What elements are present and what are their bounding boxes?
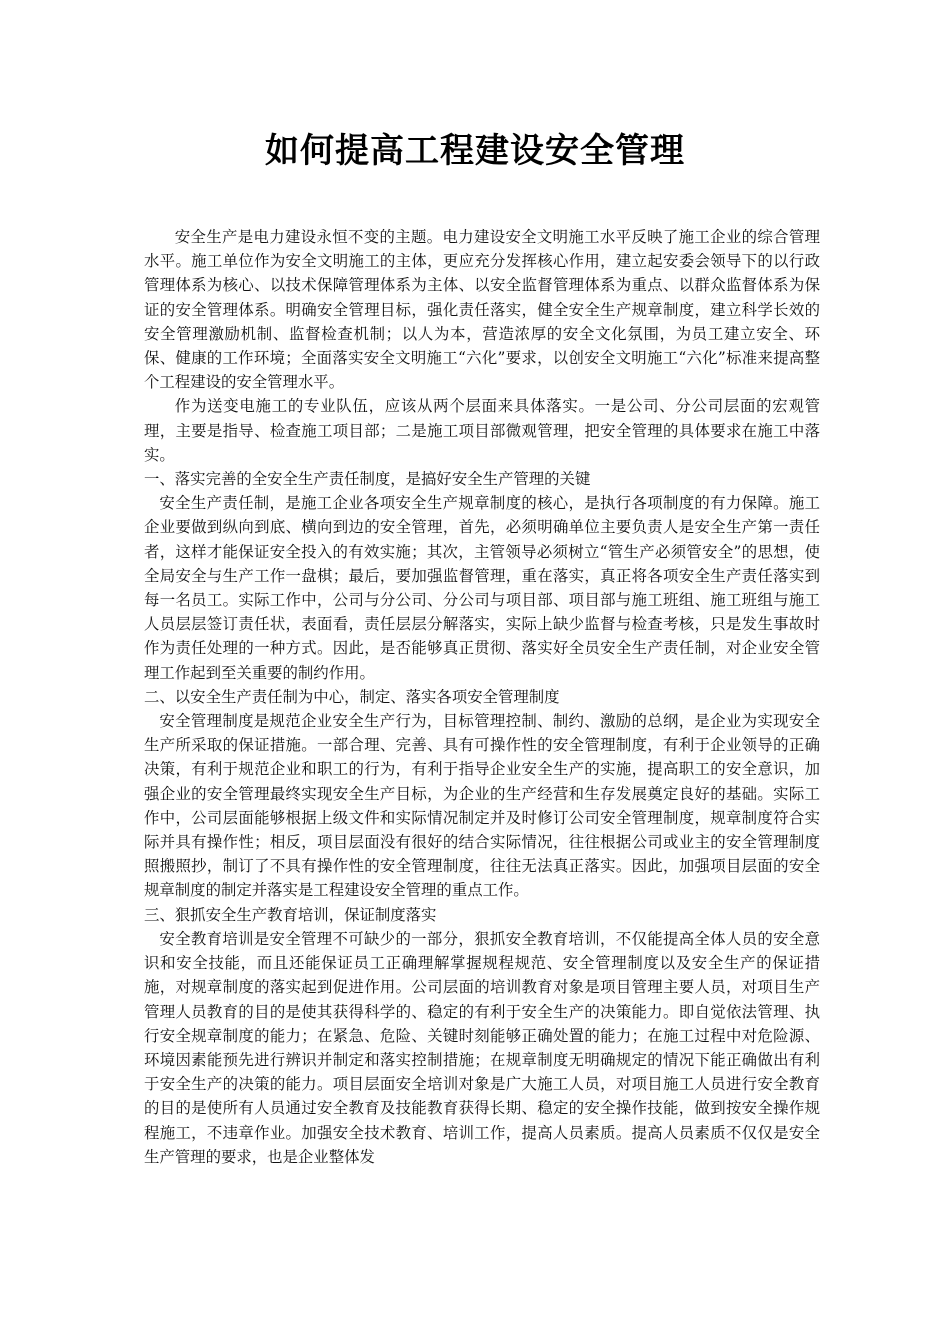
section-heading: 二、以安全生产责任制为中心，制定、落实各项安全管理制度 [144,687,560,706]
page-title: 如何提高工程建设安全管理 [265,131,685,171]
section-heading: 三、狠抓安全生产教育培训，保证制度落实 [144,905,437,924]
section-heading: 一、落实完善的全安全生产责任制度，是搞好安全生产管理的关键 [144,470,591,489]
body-paragraph: 安全教育培训是安全管理不可缺少的一部分，狠抓安全教育培训，不仅能提高全体人员的安全意识和安全技能，而且还能保证员工正确理解掌握规程规范、安全管理制度以及安全生产的保证措施，对规章制度的落实起到促进作用。公司层面的培训教育对象是项目管理主要人员，对项目生产管理人员教育的目的是使其获得科学的、稳定的有利于安全生产的决策能力。即自觉依法管理、执行安全规章制度的能力；在紧急、危险、关键时刻能够正确处置的能力；在施工过程中对危险源、环境因素能预先进行辨识并制定和落实控制措施；在规章制度无明确规定的情况下能正确做出有利于安全生产的决策的能力。项目层面安全培训对象是广大施工人员，对项目施工人员进行安全教育的目的是使所有人员通过安全教育及技能教育获得长期、稳定的安全操作技能，做到按安全操作规程施工，不违章作业。加强安全技术教育、培训工作，提高人员素质。提高人员素质不仅仅是安全生产管理的要求，也是企业整体发 [144,929,820,1166]
body-paragraph: 作为送变电施工的专业队伍，应该从两个层面来具体落实。一是公司、分公司层面的宏观管理，主要是指导、检查施工项目部；二是施工项目部微观管理，把安全管理的具体要求在施工中落实。 [144,397,820,464]
document-body [144,225,820,1169]
body-paragraph: 安全生产责任制，是施工企业各项安全生产规章制度的核心，是执行各项制度的有力保障。施工企业要做到纵向到底、横向到边的安全管理，首先，必须明确单位主要负责人是安全生产第一责任者，这样才能保证安全投入的有效实施；其次，主管领导必须树立“管生产必须管安全”的思想，使全局安全与生产工作一盘棋；最后，要加强监督管理，重在落实，真正将各项安全生产责任落实到每一名员工。实际工作中，公司与分公司、分公司与项目部、项目部与施工班组、施工班组与施工人员层层签订责任状，表面看，责任层层分解落实，实际上缺少监督与检查考核，只是发生事故时作为责任处理的一种方式。因此，是否能够真正贯彻、落实好全员安全生产责任制，对企业安全管理工作起到至关重要的制约作用。 [144,494,820,682]
body-paragraph: 安全生产是电力建设永恒不变的主题。电力建设安全文明施工水平反映了施工企业的综合管理水平。施工单位作为安全文明施工的主体，更应充分发挥核心作用，建立起安委会领导下的以行政管理体系为核心、以技术保障管理体系为主体、以安全监督管理体系为重点、以群众监督体系为保证的安全管理体系。明确安全管理目标，强化责任落实，健全安全生产规章制度，建立科学长效的安全管理激励机制、监督检查机制；以人为本，营造浓厚的安全文化氛围，为员工建立安全、环保、健康的工作环境；全面落实安全文明施工“六化”要求，以创安全文明施工“六化”标准来提高整个工程建设的安全管理水平。 [144,228,820,392]
body-paragraph: 安全管理制度是规范企业安全生产行为，目标管理控制、制约、激励的总纲，是企业为实现安全生产所采取的保证措施。一部合理、完善、具有可操作性的安全管理制度，有利于企业领导的正确决策，有利于规范企业和职工的行为，有利于指导企业安全生产的实施，提高职工的安全意识，加强企业的安全管理最终实现安全生产目标，为企业的生产经营和生存发展奠定良好的基础。实际工作中，公司层面能够根据上级文件和实际情况制定并及时修订公司安全管理制度，规章制度符合实际并具有操作性；相反，项目层面没有很好的结合实际情况，往往根据公司或业主的安全管理制度照搬照抄，制订了不具有操作性的安全管理制度，往往无法真正落实。因此，加强项目层面的安全规章制度的制定并落实是工程建设安全管理的重点工作。 [144,712,820,900]
